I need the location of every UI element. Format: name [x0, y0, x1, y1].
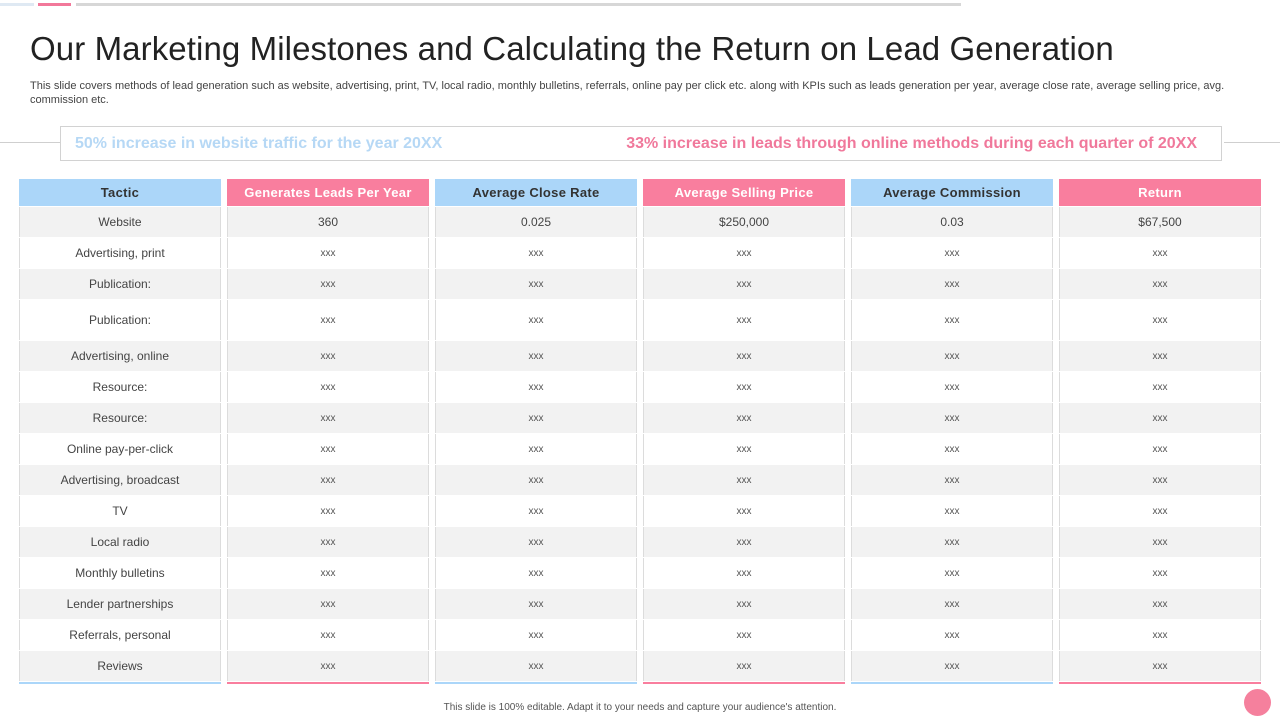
table-cell: xxx — [1059, 496, 1261, 526]
table-cell: $67,500 — [1059, 207, 1261, 237]
tactic-cell: Advertising, broadcast — [19, 465, 221, 495]
table-cell: xxx — [227, 589, 429, 619]
column-bottom-accent — [851, 682, 1053, 684]
table-cell: xxx — [435, 372, 637, 402]
table-cell: xxx — [851, 527, 1053, 557]
header-tactic: Tactic — [19, 179, 221, 206]
table-cell: xxx — [851, 558, 1053, 588]
column-bottom-accent — [227, 682, 429, 684]
table-cell: xxx — [435, 651, 637, 681]
column-tactic — [19, 179, 221, 684]
table-cell: xxx — [643, 403, 845, 433]
table-cell: xxx — [643, 651, 845, 681]
table-cell: xxx — [1059, 269, 1261, 299]
table-cell: xxx — [435, 558, 637, 588]
table-cell: xxx — [851, 300, 1053, 340]
table-cell: xxx — [1059, 465, 1261, 495]
tactic-cell: Website — [19, 207, 221, 237]
table-cell: xxx — [1059, 620, 1261, 650]
table-cell: xxx — [1059, 434, 1261, 464]
tactic-cell: Lender partnerships — [19, 589, 221, 619]
table-cell: xxx — [1059, 300, 1261, 340]
column-bottom-accent — [1059, 682, 1261, 684]
highlight-website-traffic: 50% increase in website traffic for the year 20XX — [75, 135, 443, 152]
table-cell: xxx — [227, 341, 429, 371]
table-cell: xxx — [227, 403, 429, 433]
table-cell: xxx — [851, 651, 1053, 681]
tactic-cell: Publication: — [19, 300, 221, 340]
table-cell: xxx — [227, 372, 429, 402]
table-cell: xxx — [851, 434, 1053, 464]
table-cell: 360 — [227, 207, 429, 237]
tactic-cell: Monthly bulletins — [19, 558, 221, 588]
column-commission — [851, 179, 1053, 684]
table-cell: xxx — [1059, 651, 1261, 681]
table-cell: xxx — [227, 651, 429, 681]
column-leads-per-year — [227, 179, 429, 684]
table-cell: xxx — [227, 620, 429, 650]
table-cell: $250,000 — [643, 207, 845, 237]
table-cell: xxx — [435, 238, 637, 268]
table-cell: xxx — [435, 620, 637, 650]
table-cell: xxx — [643, 527, 845, 557]
table-cell: xxx — [1059, 341, 1261, 371]
header-selling-price: Average Selling Price — [643, 179, 845, 206]
table-cell: xxx — [643, 620, 845, 650]
table-cell: xxx — [435, 527, 637, 557]
table-cell: xxx — [435, 341, 637, 371]
table-cell: xxx — [1059, 238, 1261, 268]
table-cell: xxx — [435, 496, 637, 526]
tactic-cell: Online pay-per-click — [19, 434, 221, 464]
table-cell: xxx — [851, 496, 1053, 526]
table-cell: xxx — [643, 465, 845, 495]
table-cell: 0.025 — [435, 207, 637, 237]
table-cell: xxx — [643, 589, 845, 619]
table-cell: xxx — [1059, 589, 1261, 619]
header-commission: Average Commission — [851, 179, 1053, 206]
highlight-online-leads: 33% increase in leads through online methods during each quarter of 20XX — [626, 135, 1197, 152]
tactic-cell: Publication: — [19, 269, 221, 299]
table-cell: xxx — [227, 434, 429, 464]
top-accent-bar-pink — [38, 3, 71, 6]
tactic-cell: TV — [19, 496, 221, 526]
table-cell: xxx — [227, 465, 429, 495]
tactic-cell: Reviews — [19, 651, 221, 681]
table-cell: xxx — [643, 341, 845, 371]
column-close-rate — [435, 179, 637, 684]
table-cell: xxx — [851, 269, 1053, 299]
tactic-cell: Resource: — [19, 403, 221, 433]
top-accent-bar-gray — [76, 3, 961, 6]
tactic-cell: Advertising, online — [19, 341, 221, 371]
header-close-rate: Average Close Rate — [435, 179, 637, 206]
table-cell: xxx — [227, 527, 429, 557]
table-cell: xxx — [1059, 372, 1261, 402]
slide-title: Our Marketing Milestones and Calculating the Return on Lead Generation — [30, 30, 1114, 67]
column-bottom-accent — [435, 682, 637, 684]
table-cell: xxx — [851, 589, 1053, 619]
table-cell: xxx — [435, 465, 637, 495]
table-cell: xxx — [643, 496, 845, 526]
table-cell: xxx — [643, 269, 845, 299]
table-cell: xxx — [851, 238, 1053, 268]
table-cell: xxx — [1059, 558, 1261, 588]
pink-circle-decoration — [1244, 689, 1271, 716]
table-cell: xxx — [1059, 527, 1261, 557]
table-cell: xxx — [435, 269, 637, 299]
header-return: Return — [1059, 179, 1261, 206]
slide-subtitle: This slide covers methods of lead generation such as website, advertising, print, TV, local radio, monthly bulletins, referrals, online pay per click etc. along with KPIs such as leads generation per year, average close rate, average selling price, avg. commission etc. — [30, 80, 1225, 106]
table-cell: 0.03 — [851, 207, 1053, 237]
table-cell: xxx — [643, 238, 845, 268]
table-cell: xxx — [435, 300, 637, 340]
header-leads-per-year: Generates Leads Per Year — [227, 179, 429, 206]
table-cell: xxx — [643, 300, 845, 340]
table-cell: xxx — [643, 558, 845, 588]
tactic-cell: Advertising, print — [19, 238, 221, 268]
table-cell: xxx — [851, 620, 1053, 650]
column-bottom-accent — [643, 682, 845, 684]
column-bottom-accent — [19, 682, 221, 684]
highlight-divider-right — [1224, 142, 1280, 143]
column-selling-price — [643, 179, 845, 684]
slide-footer: This slide is 100% editable. Adapt it to your needs and capture your audience's attention. — [443, 702, 837, 713]
table-cell: xxx — [227, 238, 429, 268]
tactic-cell: Local radio — [19, 527, 221, 557]
table-cell: xxx — [643, 372, 845, 402]
table-cell: xxx — [227, 496, 429, 526]
tactic-cell: Resource: — [19, 372, 221, 402]
table-cell: xxx — [227, 558, 429, 588]
table-cell: xxx — [851, 465, 1053, 495]
table-cell: xxx — [435, 589, 637, 619]
column-return — [1059, 179, 1261, 684]
highlight-banner — [60, 126, 1222, 161]
table-cell: xxx — [227, 269, 429, 299]
table-cell: xxx — [851, 403, 1053, 433]
tactic-cell: Referrals, personal — [19, 620, 221, 650]
table-cell: xxx — [435, 403, 637, 433]
table-cell: xxx — [227, 300, 429, 340]
table-cell: xxx — [643, 434, 845, 464]
highlight-divider-left — [0, 142, 60, 143]
table-cell: xxx — [851, 372, 1053, 402]
top-accent-bar-light — [0, 3, 34, 6]
table-cell: xxx — [851, 341, 1053, 371]
table-cell: xxx — [1059, 403, 1261, 433]
table-cell: xxx — [435, 434, 637, 464]
